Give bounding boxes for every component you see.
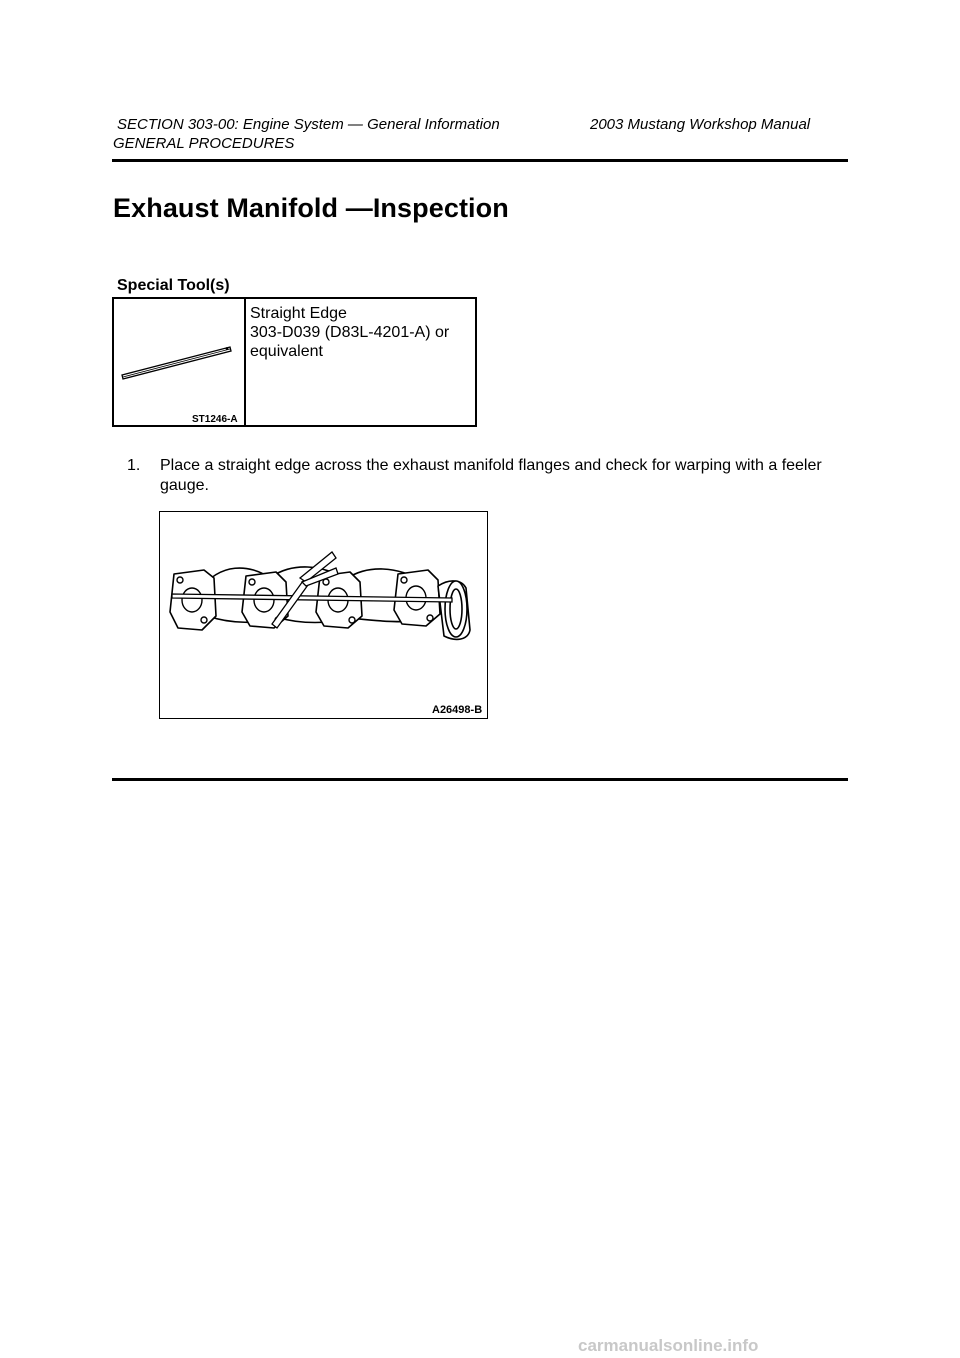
header-divider <box>112 159 848 162</box>
exhaust-manifold-drawing <box>160 512 487 718</box>
header-manual-title: 2003 Mustang Workshop Manual <box>590 116 811 133</box>
straight-edge-illustration <box>114 299 246 425</box>
step-number: 1. <box>127 457 141 474</box>
header-section: SECTION 303-00: Engine System — General Information <box>117 116 500 133</box>
tool-description <box>250 304 449 361</box>
manifold-figure <box>159 511 488 719</box>
special-tools-label: Special Tool(s) <box>117 277 230 294</box>
tool-note: equivalent <box>250 343 323 360</box>
straight-edge-drawing <box>114 299 244 425</box>
tool-part-number: 303-D039 (D83L-4201-A) or <box>250 324 450 341</box>
footer-divider <box>112 778 848 781</box>
figure-code: A26498-B <box>432 704 483 716</box>
tool-name: Straight Edge <box>250 305 347 322</box>
tool-image-code: ST1246-A <box>192 414 238 425</box>
watermark: carmanualsonline.info <box>578 1336 759 1355</box>
header-subsection: GENERAL PROCEDURES <box>113 135 295 152</box>
special-tools-table <box>112 297 477 427</box>
page-title: Exhaust Manifold —Inspection <box>113 193 509 223</box>
step-text: Place a straight edge across the exhaust manifold flanges and check for warping with a feeler gauge. <box>160 457 822 494</box>
